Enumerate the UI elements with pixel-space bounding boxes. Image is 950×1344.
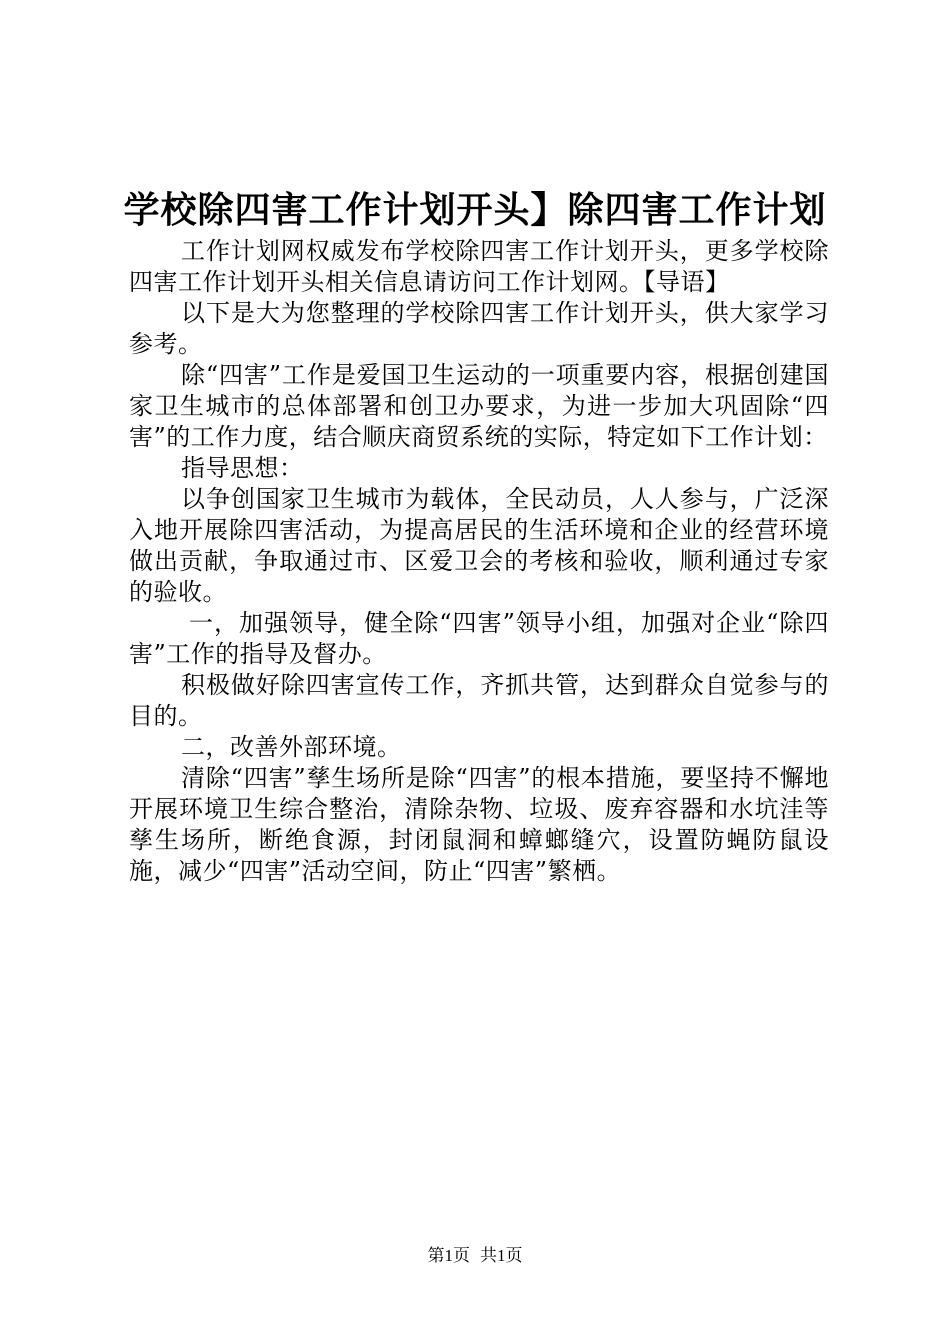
paragraph-background: 除“四害”工作是爱国卫生运动的一项重要内容，根据创建国家卫生城市的总体部署和创卫办要求，为进一步加大巩固除“四害”的工作力度，结合顺庆商贸系统的实际，特定如下工作计划： [129, 361, 829, 451]
paragraph-publicity: 积极做好除四害宣传工作，齐抓共管，达到群众自觉参与的目的。 [129, 671, 829, 730]
paragraph-heading-guiding-thought: 指导思想： [181, 454, 304, 482]
paragraph-guiding-thought: 以争创国家卫生城市为载体，全民动员，人人参与，广泛深入地开展除四害活动，为提高居民的生活环境和企业的经营环境做出贡献，争取通过市、区爱卫会的考核和验收，顺利通过专家的验收。 [129, 485, 829, 606]
paragraph-section-two: 二，改善外部环境。 [181, 733, 402, 761]
page-total: 共1页 [480, 1246, 523, 1265]
document-body [129, 236, 829, 887]
page-number: 第1页 [427, 1246, 470, 1265]
paragraph-section-one: 一，加强领导，健全除“四害”领导小组，加强对企业“除四害”工作的指导及督办。 [129, 609, 829, 668]
paragraph-guide: 以下是大为您整理的学校除四害工作计划开头，供大家学习参考。 [129, 299, 829, 358]
page-footer [0, 1244, 950, 1268]
document-title: 学校除四害工作计划开头】除四害工作计划 [123, 189, 827, 231]
paragraph-environment: 清除“四害”孳生场所是除“四害”的根本措施，要坚持不懈地开展环境卫生综合整治，清除杂物、垃圾、废弃容器和水坑洼等孳生场所，断绝食源，封闭鼠洞和蟑螂缝穴，设置防蝇防鼠设施，减少“四害”活动空间，防止“四害”繁栖。 [129, 764, 829, 885]
paragraph-intro: 工作计划网权威发布学校除四害工作计划开头，更多学校除四害工作计划开头相关信息请访问工作计划网。【导语】 [129, 237, 829, 296]
